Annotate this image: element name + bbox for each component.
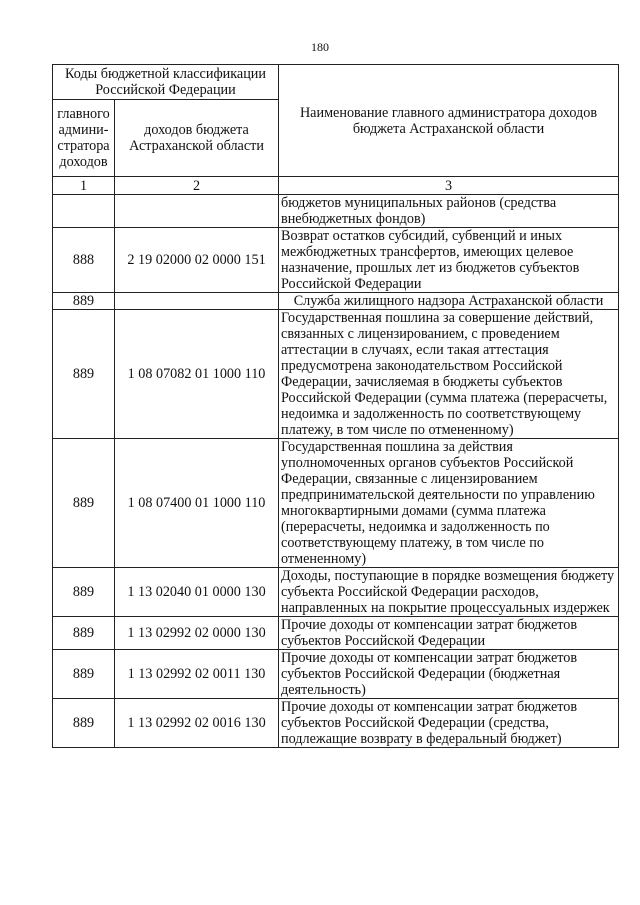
header-main-administrator: главного админи-стратора доходов xyxy=(53,100,115,177)
revenue-code-cell: 1 13 02040 01 0000 130 xyxy=(115,568,279,617)
admin-code-cell: 889 xyxy=(53,650,115,699)
revenue-name-cell: Служба жилищного надзора Астраханской области xyxy=(279,293,619,310)
table-row xyxy=(53,699,619,748)
budget-classification-table xyxy=(52,64,619,748)
header-number-1: 1 xyxy=(53,177,115,195)
revenue-name-cell: Прочие доходы от компенсации затрат бюджетов субъектов Российской Федерации (средства, подлежащие возврату в федеральный бюджет) xyxy=(279,699,619,748)
page-number: 180 xyxy=(311,40,329,54)
header-number-2: 2 xyxy=(115,177,279,195)
revenue-code-cell: 1 13 02992 02 0016 130 xyxy=(115,699,279,748)
table-row xyxy=(53,439,619,568)
revenue-code-cell: 1 13 02992 02 0000 130 xyxy=(115,617,279,650)
admin-code-cell: 888 xyxy=(53,228,115,293)
admin-code-cell xyxy=(53,195,115,228)
revenue-name-cell: Доходы, поступающие в порядке возмещения бюджету субъекта Российской Федерации расходов, направленных на покрытие процессуальных издержек xyxy=(279,568,619,617)
revenue-name-cell: Прочие доходы от компенсации затрат бюджетов субъектов Российской Федерации (бюджетная деятельность) xyxy=(279,650,619,699)
header-number-3: 3 xyxy=(279,177,619,195)
revenue-name-cell: Прочие доходы от компенсации затрат бюджетов субъектов Российской Федерации xyxy=(279,617,619,650)
header-codes-group: Коды бюджетной классификации Российской Федерации xyxy=(53,65,279,100)
revenue-code-cell: 1 08 07082 01 1000 110 xyxy=(115,310,279,439)
admin-code-cell: 889 xyxy=(53,699,115,748)
table-row xyxy=(53,293,619,310)
header-administrator-name: Наименование главного администратора доходов бюджета Астраханской области xyxy=(279,65,619,177)
revenue-code-cell xyxy=(115,195,279,228)
revenue-name-cell: Государственная пошлина за совершение действий, связанных с лицензированием, с проведением аттестации в случаях, если такая аттестация предусмотрена законодательством Российской Федерации, зачисляемая в бюджеты субъектов Российской Федерации (сумма платежа (перерасчеты, недоимка и задолженность по соответствующему платежу, в том числе по отмененному) xyxy=(279,310,619,439)
admin-code-cell: 889 xyxy=(53,617,115,650)
admin-code-cell: 889 xyxy=(53,310,115,439)
table-row xyxy=(53,650,619,699)
revenue-code-cell: 1 13 02992 02 0011 130 xyxy=(115,650,279,699)
table-row xyxy=(53,228,619,293)
header-budget-revenues: доходов бюджета Астраханской области xyxy=(115,100,279,177)
revenue-code-cell: 2 19 02000 02 0000 151 xyxy=(115,228,279,293)
table-row xyxy=(53,568,619,617)
table-row xyxy=(53,617,619,650)
admin-code-cell: 889 xyxy=(53,439,115,568)
revenue-code-cell xyxy=(115,293,279,310)
admin-code-cell: 889 xyxy=(53,293,115,310)
revenue-code-cell: 1 08 07400 01 1000 110 xyxy=(115,439,279,568)
revenue-name-cell: Государственная пошлина за действия уполномоченных органов субъектов Российской Федерации, связанные с лицензированием предпринимательской деятельности по управлению многоквартирными домами (сумма платежа (перерасчеты, недоимка и задолженность по соответствующему платежу, в том числе по отмененному) xyxy=(279,439,619,568)
revenue-name-cell: Возврат остатков субсидий, субвенций и иных межбюджетных трансфертов, имеющих целевое назначение, прошлых лет из бюджетов субъектов Российской Федерации xyxy=(279,228,619,293)
revenue-name-cell: бюджетов муниципальных районов (средства внебюджетных фондов) xyxy=(279,195,619,228)
table-row xyxy=(53,195,619,228)
admin-code-cell: 889 xyxy=(53,568,115,617)
table-row xyxy=(53,310,619,439)
